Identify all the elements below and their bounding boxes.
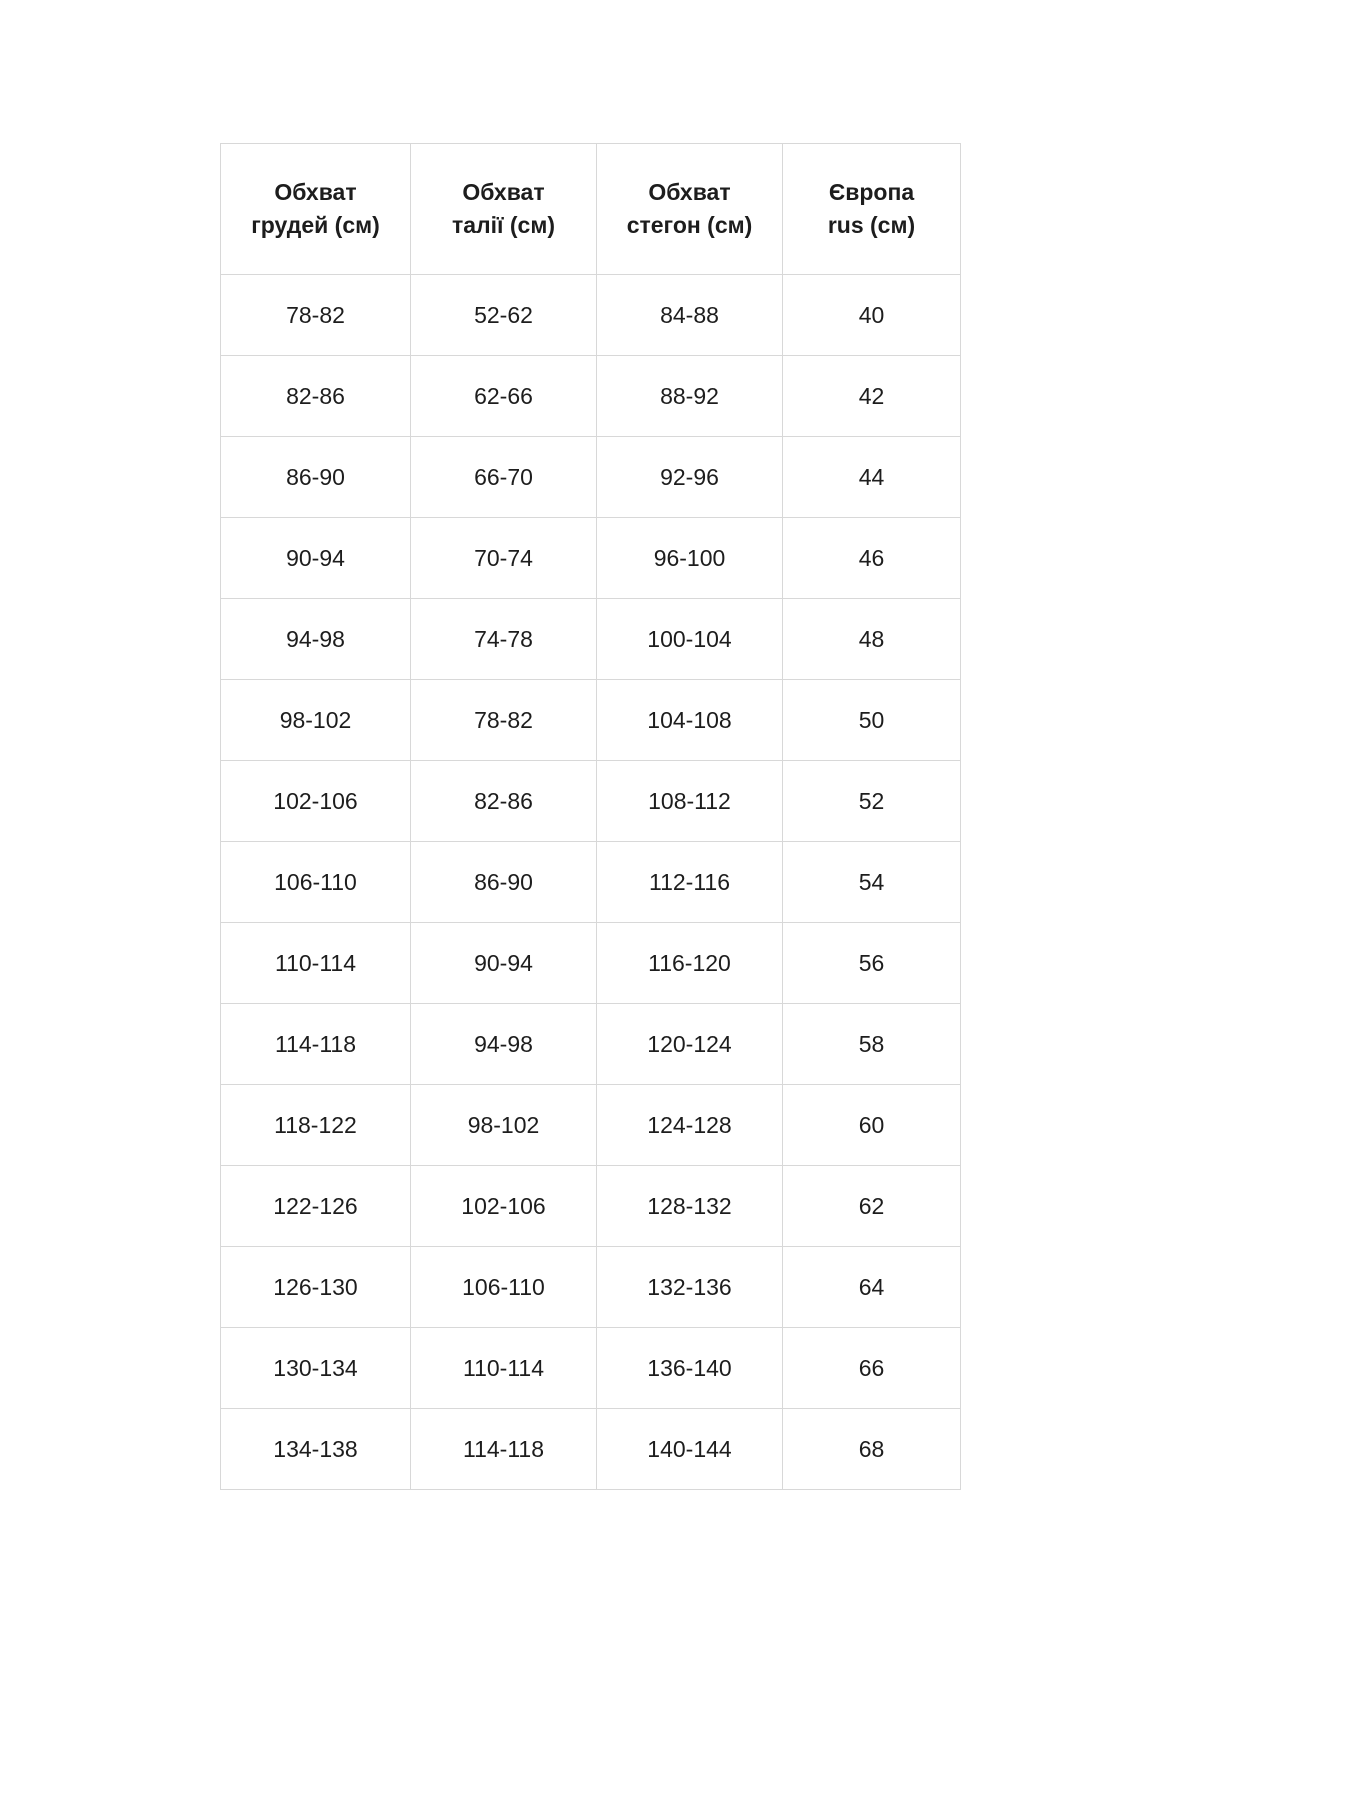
- table-row: [221, 923, 961, 1004]
- cell-bust: 102-106: [221, 761, 411, 842]
- cell-hips: 104-108: [597, 680, 783, 761]
- column-header-hips-line1: Обхват: [648, 179, 731, 206]
- table-header: [221, 144, 961, 275]
- cell-europe-size: 42: [783, 356, 961, 437]
- cell-waist: 94-98: [411, 1004, 597, 1085]
- cell-waist: 90-94: [411, 923, 597, 1004]
- cell-waist: 74-78: [411, 599, 597, 680]
- size-table-container: [220, 143, 960, 1490]
- cell-hips: 100-104: [597, 599, 783, 680]
- cell-europe-size: 64: [783, 1247, 961, 1328]
- column-header-europe-size: [783, 144, 961, 275]
- cell-waist: 78-82: [411, 680, 597, 761]
- table-row: [221, 1328, 961, 1409]
- cell-bust: 134-138: [221, 1409, 411, 1490]
- cell-europe-size: 44: [783, 437, 961, 518]
- cell-europe-size: 60: [783, 1085, 961, 1166]
- cell-waist: 86-90: [411, 842, 597, 923]
- cell-hips: 124-128: [597, 1085, 783, 1166]
- table-row: [221, 1085, 961, 1166]
- table-body: [221, 275, 961, 1490]
- cell-bust: 118-122: [221, 1085, 411, 1166]
- cell-hips: 108-112: [597, 761, 783, 842]
- cell-europe-size: 50: [783, 680, 961, 761]
- cell-hips: 136-140: [597, 1328, 783, 1409]
- cell-waist: 82-86: [411, 761, 597, 842]
- cell-europe-size: 68: [783, 1409, 961, 1490]
- column-header-europe-size-line2: rus (см): [827, 212, 916, 238]
- table-row: [221, 1004, 961, 1085]
- table-row: [221, 437, 961, 518]
- cell-waist: 114-118: [411, 1409, 597, 1490]
- table-row: [221, 599, 961, 680]
- cell-bust: 106-110: [221, 842, 411, 923]
- column-header-waist-line2: талії (см): [451, 212, 556, 238]
- cell-europe-size: 58: [783, 1004, 961, 1085]
- column-header-europe-size-line1: Європа: [828, 179, 915, 206]
- column-header-hips: [597, 144, 783, 275]
- cell-bust: 78-82: [221, 275, 411, 356]
- column-header-bust-line2: грудей (см): [251, 212, 380, 238]
- column-header-hips-line2: стегон (см): [626, 212, 753, 238]
- column-header-bust-line1: Обхват: [274, 179, 357, 206]
- cell-hips: 88-92: [597, 356, 783, 437]
- cell-europe-size: 52: [783, 761, 961, 842]
- table-row: [221, 275, 961, 356]
- cell-bust: 126-130: [221, 1247, 411, 1328]
- cell-waist: 62-66: [411, 356, 597, 437]
- cell-waist: 70-74: [411, 518, 597, 599]
- cell-europe-size: 54: [783, 842, 961, 923]
- size-table: [220, 143, 961, 1490]
- cell-hips: 140-144: [597, 1409, 783, 1490]
- table-row: [221, 1166, 961, 1247]
- cell-bust: 114-118: [221, 1004, 411, 1085]
- cell-bust: 130-134: [221, 1328, 411, 1409]
- cell-europe-size: 56: [783, 923, 961, 1004]
- table-row: [221, 761, 961, 842]
- table-row: [221, 1247, 961, 1328]
- cell-waist: 110-114: [411, 1328, 597, 1409]
- cell-waist: 106-110: [411, 1247, 597, 1328]
- cell-bust: 110-114: [221, 923, 411, 1004]
- column-header-waist-line1: Обхват: [462, 179, 545, 206]
- cell-europe-size: 48: [783, 599, 961, 680]
- cell-waist: 102-106: [411, 1166, 597, 1247]
- cell-hips: 92-96: [597, 437, 783, 518]
- table-row: [221, 356, 961, 437]
- cell-bust: 86-90: [221, 437, 411, 518]
- cell-hips: 112-116: [597, 842, 783, 923]
- cell-bust: 82-86: [221, 356, 411, 437]
- cell-europe-size: 66: [783, 1328, 961, 1409]
- cell-bust: 98-102: [221, 680, 411, 761]
- table-header-row: [221, 144, 961, 275]
- cell-hips: 128-132: [597, 1166, 783, 1247]
- cell-hips: 132-136: [597, 1247, 783, 1328]
- column-header-waist: [411, 144, 597, 275]
- cell-bust: 94-98: [221, 599, 411, 680]
- table-row: [221, 518, 961, 599]
- cell-europe-size: 62: [783, 1166, 961, 1247]
- cell-hips: 120-124: [597, 1004, 783, 1085]
- table-row: [221, 842, 961, 923]
- cell-bust: 122-126: [221, 1166, 411, 1247]
- cell-hips: 116-120: [597, 923, 783, 1004]
- cell-europe-size: 40: [783, 275, 961, 356]
- cell-europe-size: 46: [783, 518, 961, 599]
- cell-hips: 96-100: [597, 518, 783, 599]
- cell-bust: 90-94: [221, 518, 411, 599]
- table-row: [221, 1409, 961, 1490]
- table-row: [221, 680, 961, 761]
- cell-waist: 66-70: [411, 437, 597, 518]
- cell-waist: 98-102: [411, 1085, 597, 1166]
- cell-hips: 84-88: [597, 275, 783, 356]
- cell-waist: 52-62: [411, 275, 597, 356]
- column-header-bust: [221, 144, 411, 275]
